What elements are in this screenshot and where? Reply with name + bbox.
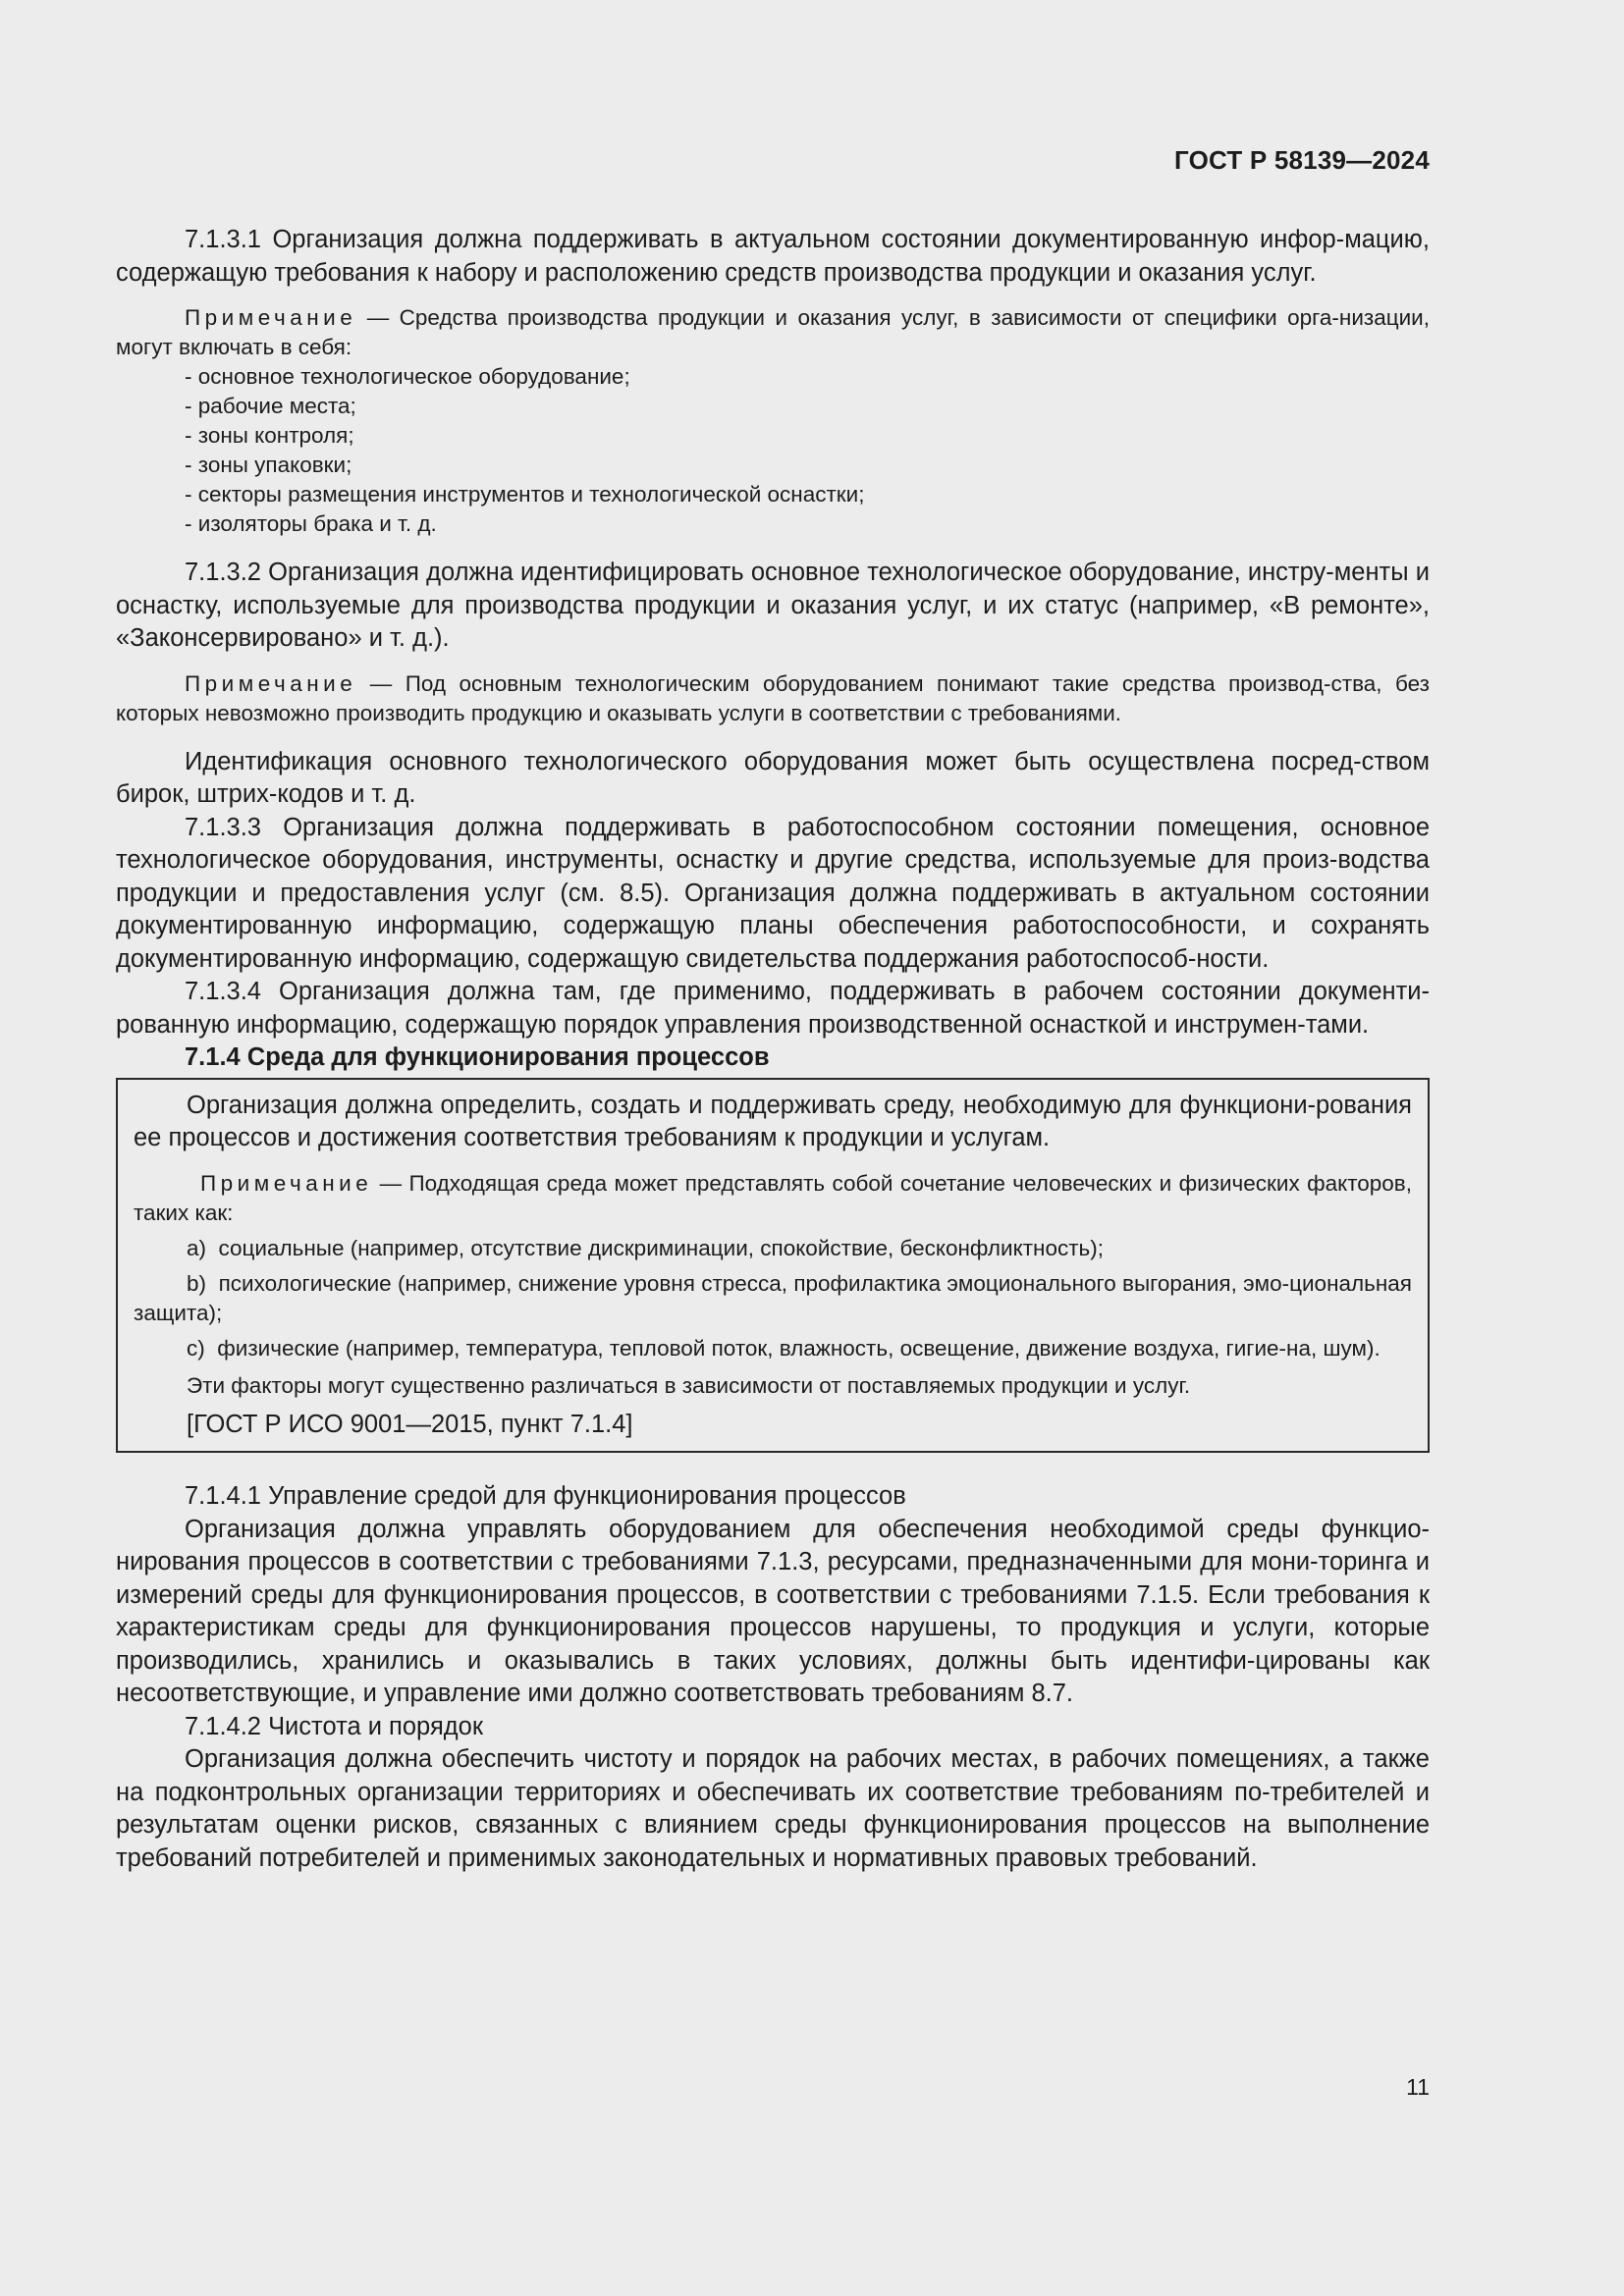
item-marker: c) [187,1335,205,1361]
clause-7-1-4-2-text: Организация должна обеспечить чистоту и порядок на рабочих местах, в рабочих помещениях, а также на подконтрольных организации территориях и обеспечивать их соответствие требованиям по-требителей и результатам оценки рисков, связанных с влиянием среды функционирования процессов на выполнение требований потребителей и применимых законодательных и нормативных правовых требований. [116,1745,1430,1872]
identification-paragraph: Идентификация основного технологического оборудования может быть осуществлена посред-ством бирок, штрих-кодов и т. д. [116,747,1430,808]
list-item: - основное технологическое оборудование; [116,362,1430,392]
standard-reference: [ГОСТ Р ИСО 9001—2015, пункт 7.1.4] [187,1410,633,1438]
list-item: - секторы размещения инструментов и технологической оснастки; [116,480,1430,509]
factor-item-b [134,1269,1412,1328]
note-text: — Под основным технологическим оборудованием понимают такие средства производ-ства, без которых невозможно производить продукцию и оказывать услуги в соответствии с требованиями. [116,670,1430,725]
document-code-header: ГОСТ Р 58139—2024 [1174,145,1430,175]
frame-intro: Организация должна определить, создать и поддерживать среду, необходимую для функциони-рования ее процессов и достижения соответствия требованиям к продукции и услугам. [134,1091,1412,1151]
item-marker: b) [187,1270,207,1296]
page-content [116,224,1430,1875]
clause-7-1-4-1-title: 7.1.4.1 Управление средой для функционирования процессов [185,1482,906,1510]
factor-item-c [134,1334,1412,1363]
clause-7-1-4-1-text: Организация должна управлять оборудованием для обеспечения необходимой среды функцио-нирования процессов в соответствии с требованиями 7.1.3, ресурсами, предназначенными для мони-торинга и измерений среды для функционирования процессов, в соответствии с требованиями 7.1.5. Если требования к характеристикам среды для функционирования процессов нарушены, то продукция и услуги, которые производились, хранились и оказывались в таких условиях, должны быть идентифи-цированы как несоответствующие, и управление ими должно соответствовать требованиям 8.7. [116,1515,1430,1707]
note-label: Примечание [200,1170,373,1196]
note-text: — Средства производства продукции и оказания услуг, в зависимости от специфики орга-низации, могут включать в себя: [116,305,1430,359]
factors-vary-text: Эти факторы могут существенно различаться в зависимости от поставляемых продукции и услуг. [187,1372,1191,1398]
item-text: физические (например, температура, тепловой поток, влажность, освещение, движение воздуха, гигие-на, шум). [217,1335,1380,1361]
iso-quote-frame [116,1078,1430,1454]
note-label: Примечание [185,670,357,696]
equipment-list [116,362,1430,539]
list-item: - зоны контроля; [116,421,1430,451]
clause-7-1-3-4: 7.1.3.4 Организация должна там, где применимо, поддерживать в рабочем состоянии документи-рованную информацию, содержащую порядок управления производственной оснасткой и инструмен-тами. [116,978,1430,1039]
clause-7-1-3-2: 7.1.3.2 Организация должна идентифицировать основное технологическое оборудование, инстру-менты и оснастку, используемые для производства продукции и оказания услуг, и их статус (например, «В ремонте», «Законсервировано» и т. д.). [116,559,1430,652]
frame-note [134,1169,1412,1228]
list-item: - зоны упаковки; [116,451,1430,480]
document-page [116,0,1430,2296]
note-label: Примечание [185,305,357,330]
page-number: 11 [1406,2074,1430,2100]
note-text: — Подходящая среда может представлять собой сочетание человеческих и физических факторов, таких как: [134,1170,1412,1225]
clause-7-1-4-2-title: 7.1.4.2 Чистота и порядок [185,1712,483,1740]
item-text: социальные (например, отсутствие дискриминации, спокойствие, бесконфликтность); [218,1235,1104,1260]
factor-item-a [134,1234,1412,1263]
note-equipment-list [116,303,1430,362]
item-marker: a) [187,1235,207,1260]
list-item: - рабочие места; [116,392,1430,421]
item-text: психологические (например, снижение уровня стресса, профилактика эмоционального выгорания, эмо-циональная защита); [134,1270,1412,1325]
clause-7-1-3-3: 7.1.3.3 Организация должна поддерживать в работоспособном состоянии помещения, основное технологическое оборудования, инструменты, оснастку и другие средства, используемые для произ-водства продукции и предоставления услуг (см. 8.5). Организация должна поддерживать в актуальном состоянии документированную информацию, содержащую планы обеспечения работоспособности, и сохранять документированную информацию, содержащую свидетельства поддержания работоспособ-ности. [116,813,1430,973]
clause-7-1-3-1: 7.1.3.1 Организация должна поддерживать в актуальном состоянии документированную инфор-мацию, содержащую требования к набору и расположению средств производства продукции и оказания услуг. [116,226,1430,287]
note-main-equipment [116,669,1430,728]
list-item: - изоляторы брака и т. д. [116,509,1430,539]
section-heading-7-1-4: 7.1.4 Среда для функционирования процессов [185,1043,770,1071]
